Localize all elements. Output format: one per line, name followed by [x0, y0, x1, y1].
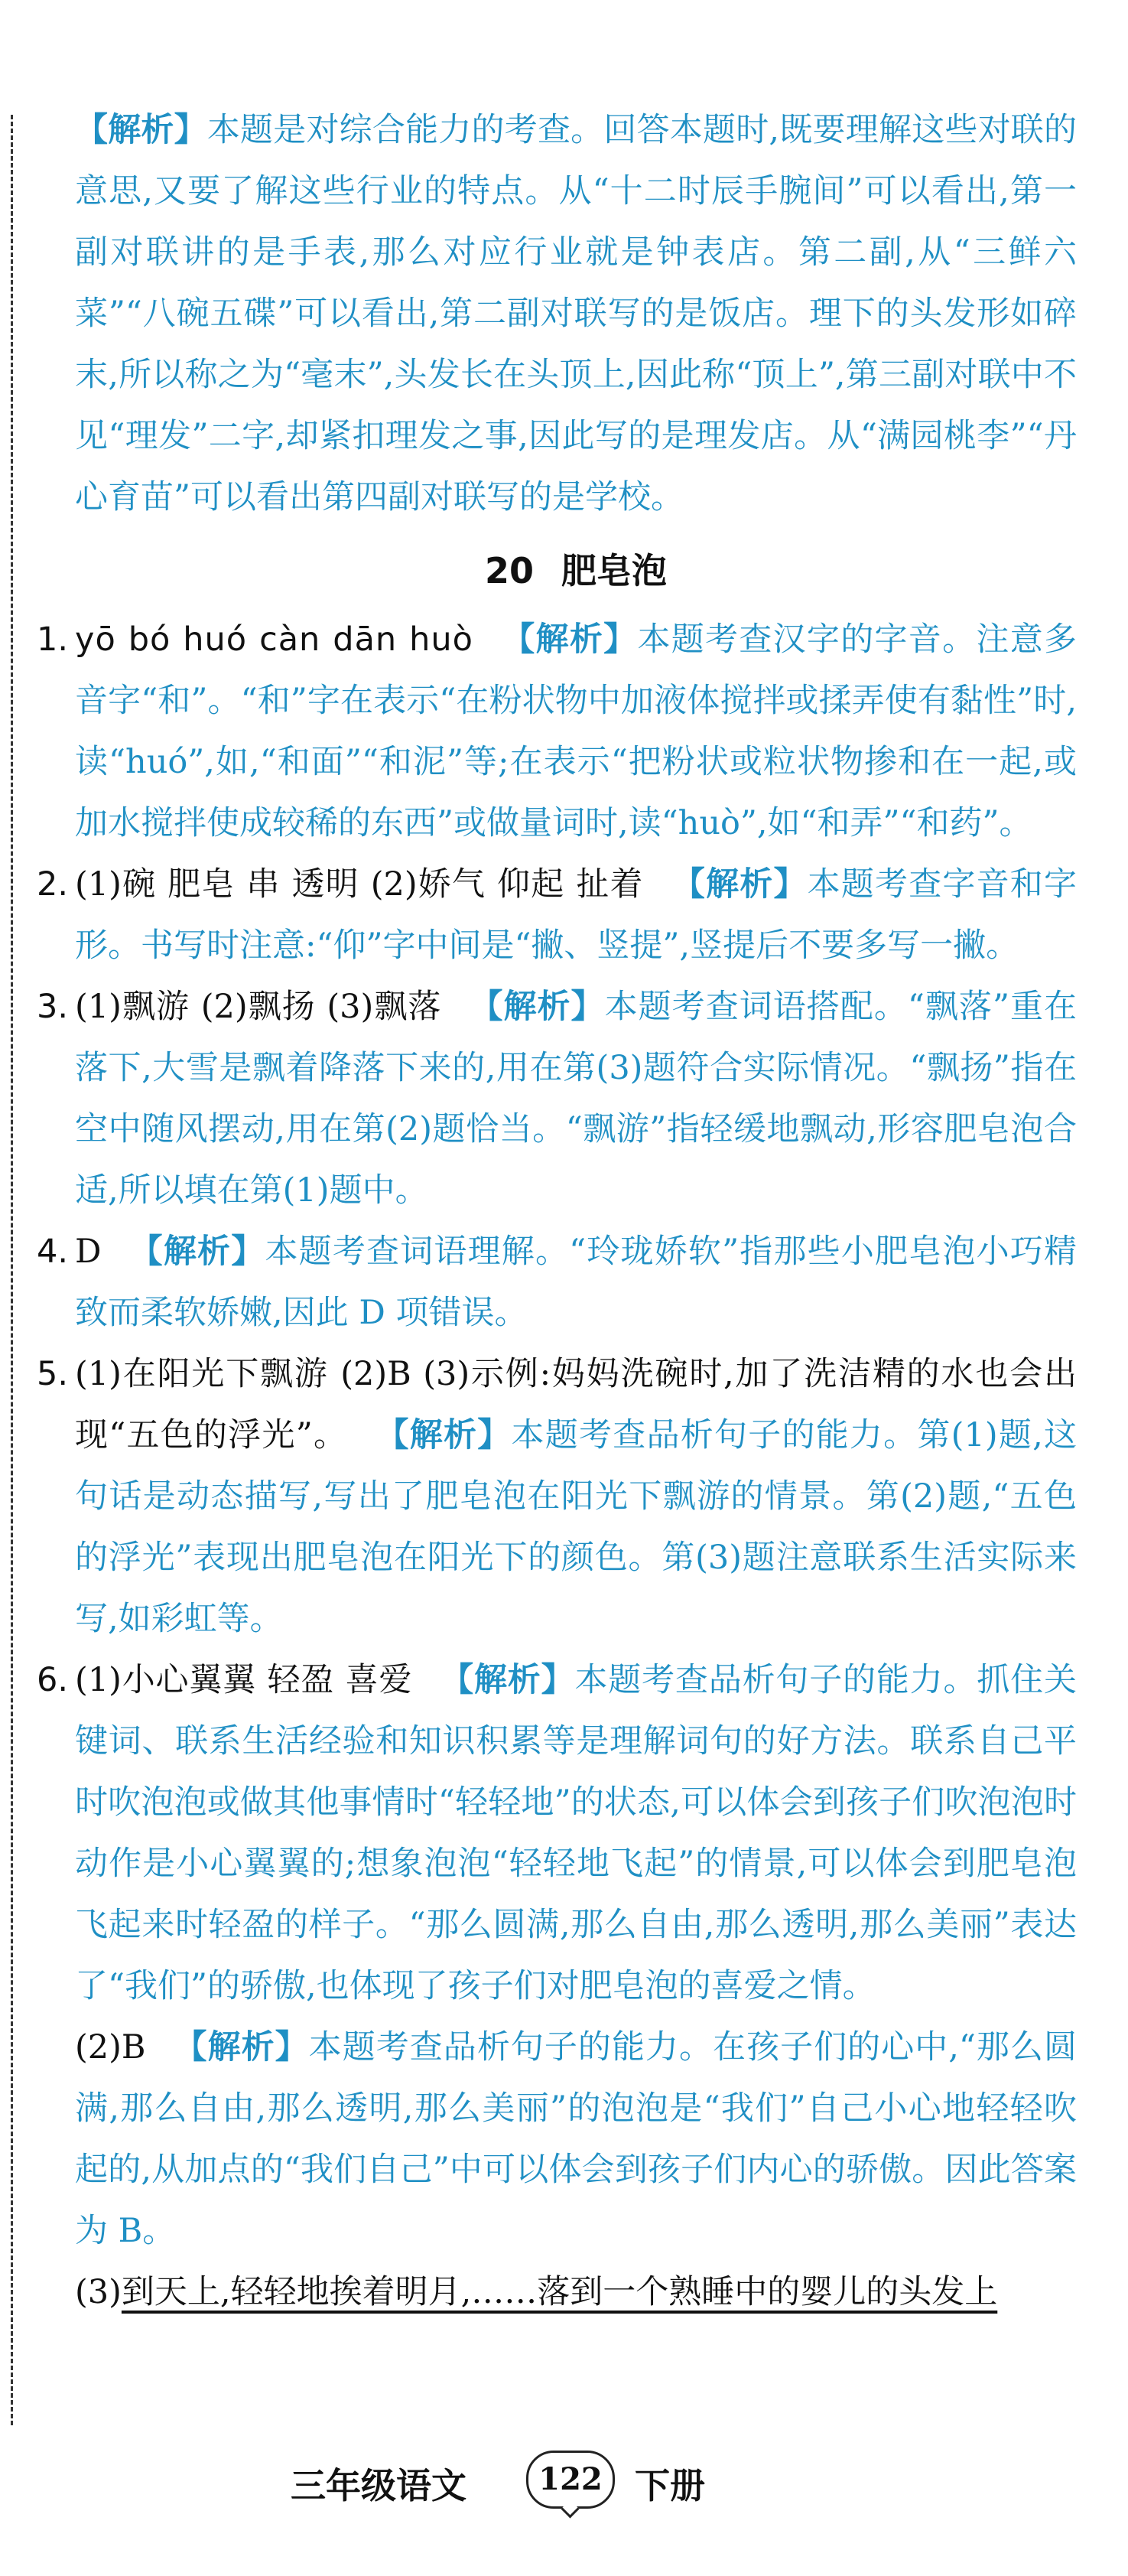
question-item-6-part-2 [75, 2017, 1077, 2262]
cut-line [11, 115, 13, 2425]
question-item-6-part-3 [75, 2262, 1077, 2323]
lesson-name: 肥皂泡 [561, 550, 667, 591]
footer-grade-subject: 三年级语文 [291, 2465, 466, 2506]
page-number: 122 [526, 2451, 615, 2509]
question-answer: (1)在阳光下飘游 (2)B (3)示例:妈妈洗碗时,加了洗洁精的水也会出现“五色的浮光”。 [75, 1355, 1077, 1454]
question-number: 3. [37, 988, 69, 1026]
analysis-tag: 【解析】 [173, 2028, 309, 2066]
analysis-text: 本题考查品析句子的能力。抓住关键词、联系生活经验和知识积累等是理解词句的好方法。联系自己平时吹泡泡或做其他事情时“轻轻地”的状态,可以体会到孩子们吹泡泡时动作是小心翼翼的;想象泡泡“轻轻地飞起”的情景,可以体会到肥皂泡飞起来时轻盈的样子。“那么圆满,那么自由,那么透明,那么美丽”表达了“我们”的骄傲,也体现了孩子们对肥皂泡的喜爱之情。 [75, 1661, 1078, 2005]
top-explanation [75, 99, 1077, 528]
analysis-tag: 【解析】 [671, 865, 808, 904]
underlined-answer: 到天上,轻轻地挨着明月,……落到一个熟睡中的婴儿的头发上 [121, 2273, 998, 2311]
analysis-tag: 【解析】 [128, 1233, 265, 1271]
question-number: 4. [37, 1233, 69, 1271]
question-number: 6. [37, 1661, 69, 1699]
page-footer [0, 2444, 1128, 2513]
analysis-text: 本题考查词语理解。“玲珑娇软”指那些小肥皂泡小巧精致而柔软娇嫩,因此 D 项错误。 [75, 1233, 1078, 1332]
question-item-2 [37, 854, 1078, 976]
analysis-tag: 【解析】 [375, 1416, 512, 1454]
question-number: 2. [37, 865, 69, 904]
analysis-text: 本题考查品析句子的能力。在孩子们的心中,“那么圆满,那么自由,那么透明,那么美丽”的泡泡是“我们”自己小心地轻轻吹起的,从加点的“我们自己”中可以体会到孩子们内心的骄傲。因此答案为 B。 [75, 2028, 1077, 2250]
question-answer: D [75, 1233, 102, 1271]
question-number: 5. [37, 1355, 69, 1393]
analysis-tag: 【解析】 [440, 1661, 575, 1699]
lesson-number: 20 [484, 550, 534, 591]
analysis-text: 本题是对综合能力的考查。回答本题时,既要理解这些对联的意思,又要了解这些行业的特点。从“十二时辰手腕间”可以看出,第一副对联讲的是手表,那么对应行业就是钟表店。第二副,从“三鲜六菜”“八碗五碟”可以看出,第二副对联写的是饭店。理下的头发形如碎末,所以称之为“毫末”,头发长在头顶上,因此称“顶上”,第三副对联中不见“理发”二字,却紧扣理发之事,因此写的是理发店。从“满园桃李”“丹心育苗”可以看出第四副对联写的是学校。 [75, 111, 1077, 516]
analysis-text: 本题考查词语搭配。“飘落”重在落下,大雪是飘着降落下来的,用在第(3)题符合实际情况。“飘扬”指在空中随风摆动,用在第(2)题恰当。“飘游”指轻缓地飘动,形容肥皂泡合适,所以填在第(1)题中。 [75, 988, 1078, 1210]
analysis-tag: 【解析】 [75, 111, 207, 149]
question-number: 1. [37, 620, 69, 659]
analysis-text: 本题考查品析句子的能力。第(1)题,这句话是动态描写,写出了肥皂泡在阳光下飘游的情景。第(2)题,“五色的浮光”表现出肥皂泡在阳光下的颜色。第(3)题注意联系生活实际来写,如彩虹等。 [75, 1416, 1078, 1638]
question-answer: (1)碗 肥皂 串 透明 (2)娇气 仰起 扯着 [75, 865, 644, 904]
question-item-1 [37, 609, 1077, 854]
lesson-title [75, 540, 1077, 601]
question-answer: yō bó huó càn dān huò [75, 620, 473, 659]
analysis-tag: 【解析】 [469, 988, 605, 1026]
footer-volume: 下册 [635, 2465, 705, 2506]
answer-content [37, 99, 1078, 2323]
analysis-tag: 【解析】 [500, 620, 638, 659]
question-answer: (2)B [75, 2028, 146, 2066]
analysis-text: 本题考查汉字的字音。注意多音字“和”。“和”字在表示“在粉状物中加液体搅拌或揉弄使有黏性”时,读“huó”,如,“和面”“和泥”等;在表示“把粉状或粒状物掺和在一起,或加水搅拌使成较稀的东西”或做量词时,读“huò”,如“和弄”“和药”。 [75, 620, 1077, 842]
question-answer: (1)飘游 (2)飘扬 (3)飘落 [75, 988, 442, 1026]
question-item-6 [37, 1649, 1078, 2017]
question-item-4 [37, 1221, 1078, 1343]
question-answer-label: (3) [75, 2273, 122, 2311]
question-answer: (1)小心翼翼 轻盈 喜爱 [75, 1661, 413, 1699]
question-item-3 [37, 976, 1078, 1221]
question-item-5 [37, 1343, 1078, 1649]
analysis-text: 本题考查字音和字形。书写时注意:“仰”字中间是“撇、竖提”,竖提后不要多写一撇。 [75, 865, 1078, 965]
